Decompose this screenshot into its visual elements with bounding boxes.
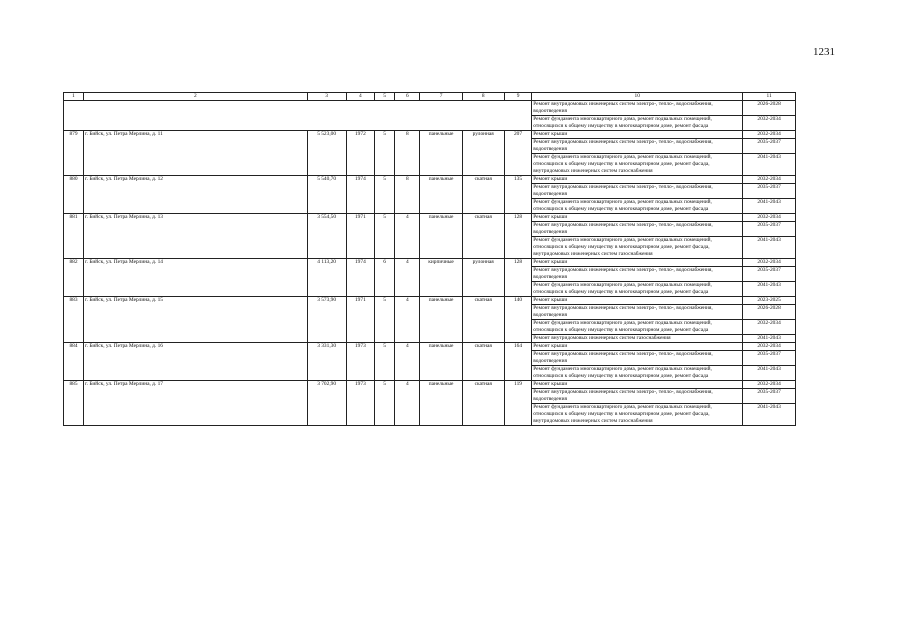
building-address: г. Бийск, ул. Петра Мерлина, д. 11 xyxy=(84,131,308,176)
work-period: 2026-2028 xyxy=(743,101,796,116)
work-period: 2032-2034 xyxy=(743,320,796,335)
wall-material: панельные xyxy=(420,214,462,259)
work-type: Ремонт крыши xyxy=(532,297,743,305)
wall-material: панельные xyxy=(420,131,462,176)
roof-type: скатная xyxy=(462,214,504,259)
building-address: г. Бийск, ул. Петра Мерлина, д. 16 xyxy=(84,343,308,381)
roof-type: скатная xyxy=(462,381,504,426)
column-number: 6 xyxy=(395,93,420,101)
floors-count: 5 xyxy=(375,297,395,343)
work-type: Ремонт внутридомовых инженерных систем электро-, тепло-, водоснабжения, водоотведения xyxy=(532,101,743,116)
table-body xyxy=(64,93,796,426)
work-type: Ремонт крыши xyxy=(532,214,743,222)
work-period: 2041-2043 xyxy=(743,335,796,343)
wall-material: кирпичные xyxy=(420,259,462,297)
roof-type: скатная xyxy=(462,176,504,214)
wall-material: панельные xyxy=(420,381,462,426)
residents-count: 135 xyxy=(504,176,531,214)
construction-year: 1971 xyxy=(346,214,374,259)
floors-count: 5 xyxy=(375,214,395,259)
building-area: 5 540,70 xyxy=(307,176,346,214)
work-type: Ремонт фундамента многоквартирного дома, ремонт подвальных помещений, относящихся к общему имуществу в многоквартирном доме, ремонт фасада xyxy=(532,282,743,297)
work-type: Ремонт фундамента многоквартирного дома, ремонт подвальных помещений, относящихся к общему имуществу в многоквартирном доме, ремонт фасада, внутридомовых инженерных систем газоснабжения xyxy=(532,237,743,259)
page-number: 1231 xyxy=(813,46,835,58)
work-type: Ремонт крыши xyxy=(532,131,743,139)
table-row xyxy=(64,381,796,389)
work-period: 2041-2043 xyxy=(743,366,796,381)
work-type: Ремонт внутридомовых инженерных систем электро-, тепло-, водоснабжения, водоотведения xyxy=(532,139,743,154)
work-type: Ремонт фундамента многоквартирного дома, ремонт подвальных помещений, относящихся к общему имуществу в многоквартирном доме, ремонт фасада xyxy=(532,320,743,335)
work-type: Ремонт внутридомовых инженерных систем электро-, тепло-, водоснабжения, водоотведения xyxy=(532,222,743,237)
work-type: Ремонт фундамента многоквартирного дома, ремонт подвальных помещений, относящихся к общему имуществу в многоквартирном доме, ремонт фасада xyxy=(532,116,743,131)
work-period: 2041-2043 xyxy=(743,154,796,176)
wall-material: панельные xyxy=(420,297,462,343)
building-address: г. Бийск, ул. Петра Мерлина, д. 14 xyxy=(84,259,308,297)
residents-count: 128 xyxy=(504,214,531,259)
work-period: 2023-2025 xyxy=(743,297,796,305)
building-area: 3 554,50 xyxy=(307,214,346,259)
construction-year: 1974 xyxy=(346,176,374,214)
entrances-count: 4 xyxy=(395,297,420,343)
continuation-row xyxy=(64,101,796,116)
residents-count: 207 xyxy=(504,131,531,176)
work-period: 2035-2037 xyxy=(743,351,796,366)
building-address: г. Бийск, ул. Петра Мерлина, д. 13 xyxy=(84,214,308,259)
work-type: Ремонт фундамента многоквартирного дома, ремонт подвальных помещений, относящихся к общему имуществу в многоквартирном доме, ремонт фасада, внутридомовых инженерных систем газоснабжения xyxy=(532,154,743,176)
work-type: Ремонт внутридомовых инженерных систем электро-, тепло-, водоснабжения, водоотведения xyxy=(532,389,743,404)
column-number: 5 xyxy=(375,93,395,101)
construction-year: 1973 xyxy=(346,381,374,426)
column-number: 11 xyxy=(743,93,796,101)
work-type: Ремонт фундамента многоквартирного дома, ремонт подвальных помещений, относящихся к общему имуществу в многоквартирном доме, ремонт фасада xyxy=(532,366,743,381)
column-number-row xyxy=(64,93,796,101)
building-address: г. Бийск, ул. Петра Мерлина, д. 15 xyxy=(84,297,308,343)
wall-material: панельные xyxy=(420,343,462,381)
floors-count: 5 xyxy=(375,381,395,426)
building-number: 885 xyxy=(64,381,84,426)
work-period: 2035-2037 xyxy=(743,267,796,282)
entrances-count: 8 xyxy=(395,131,420,176)
construction-year: 1972 xyxy=(346,131,374,176)
column-number: 2 xyxy=(84,93,308,101)
table-row xyxy=(64,214,796,222)
building-area: 3 702,90 xyxy=(307,381,346,426)
work-type: Ремонт фундамента многоквартирного дома, ремонт подвальных помещений, относящихся к общему имуществу в многоквартирном доме, ремонт фасада, внутридомовых инженерных систем газоснабжения xyxy=(532,404,743,426)
building-address: г. Бийск, ул. Петра Мерлина, д. 12 xyxy=(84,176,308,214)
building-address: г. Бийск, ул. Петра Мерлина, д. 17 xyxy=(84,381,308,426)
work-type: Ремонт фундамента многоквартирного дома, ремонт подвальных помещений, относящихся к общему имуществу в многоквартирном доме, ремонт фасада xyxy=(532,199,743,214)
roof-type: рулонная xyxy=(462,131,504,176)
capital-repair-table xyxy=(63,92,796,426)
building-number: 881 xyxy=(64,214,84,259)
building-number: 884 xyxy=(64,343,84,381)
work-period: 2041-2043 xyxy=(743,404,796,426)
roof-type: скатная xyxy=(462,297,504,343)
building-number: 880 xyxy=(64,176,84,214)
table-row xyxy=(64,176,796,184)
floors-count: 6 xyxy=(375,259,395,297)
work-period: 2035-2037 xyxy=(743,139,796,154)
column-number: 9 xyxy=(504,93,531,101)
entrances-count: 4 xyxy=(395,343,420,381)
work-period: 2041-2043 xyxy=(743,237,796,259)
work-period: 2032-2034 xyxy=(743,131,796,139)
work-type: Ремонт внутридомовых инженерных систем электро-, тепло-, водоснабжения, водоотведения xyxy=(532,184,743,199)
roof-type: рулонная xyxy=(462,259,504,297)
work-type: Ремонт внутридомовых инженерных систем электро-, тепло-, водоснабжения, водоотведения xyxy=(532,351,743,366)
floors-count: 5 xyxy=(375,176,395,214)
entrances-count: 4 xyxy=(395,259,420,297)
table-row xyxy=(64,259,796,267)
work-period: 2032-2034 xyxy=(743,381,796,389)
residents-count: 164 xyxy=(504,343,531,381)
work-type: Ремонт крыши xyxy=(532,176,743,184)
column-number: 8 xyxy=(462,93,504,101)
work-period: 2041-2043 xyxy=(743,199,796,214)
work-period: 2035-2037 xyxy=(743,222,796,237)
column-number: 7 xyxy=(420,93,462,101)
building-number: 879 xyxy=(64,131,84,176)
residents-count: 128 xyxy=(504,259,531,297)
work-period: 2026-2028 xyxy=(743,305,796,320)
work-period: 2032-2034 xyxy=(743,343,796,351)
construction-year: 1974 xyxy=(346,259,374,297)
work-period: 2035-2037 xyxy=(743,184,796,199)
construction-year: 1973 xyxy=(346,343,374,381)
building-area: 3 573,90 xyxy=(307,297,346,343)
work-type: Ремонт крыши xyxy=(532,259,743,267)
residents-count: 140 xyxy=(504,297,531,343)
building-area: 4 113,20 xyxy=(307,259,346,297)
work-type: Ремонт внутридомовых инженерных систем газоснабжения xyxy=(532,335,743,343)
table-row xyxy=(64,297,796,305)
work-type: Ремонт внутридомовых инженерных систем электро-, тепло-, водоснабжения, водоотведения xyxy=(532,267,743,282)
work-type: Ремонт крыши xyxy=(532,343,743,351)
building-number: 882 xyxy=(64,259,84,297)
column-number: 3 xyxy=(307,93,346,101)
work-period: 2035-2037 xyxy=(743,389,796,404)
work-period: 2041-2043 xyxy=(743,282,796,297)
construction-year: 1971 xyxy=(346,297,374,343)
work-period: 2032-2034 xyxy=(743,214,796,222)
work-period: 2032-2034 xyxy=(743,259,796,267)
floors-count: 5 xyxy=(375,343,395,381)
continuation-blank-cells xyxy=(64,101,532,131)
column-number: 1 xyxy=(64,93,84,101)
work-period: 2032-2034 xyxy=(743,176,796,184)
roof-type: скатная xyxy=(462,343,504,381)
building-area: 3 331,30 xyxy=(307,343,346,381)
residents-count: 119 xyxy=(504,381,531,426)
work-type: Ремонт крыши xyxy=(532,381,743,389)
entrances-count: 4 xyxy=(395,381,420,426)
floors-count: 5 xyxy=(375,131,395,176)
work-period: 2032-2034 xyxy=(743,116,796,131)
building-area: 5 523,00 xyxy=(307,131,346,176)
column-number: 4 xyxy=(346,93,374,101)
column-number: 10 xyxy=(532,93,743,101)
table-row xyxy=(64,131,796,139)
table-row xyxy=(64,343,796,351)
entrances-count: 8 xyxy=(395,176,420,214)
wall-material: панельные xyxy=(420,176,462,214)
building-number: 883 xyxy=(64,297,84,343)
entrances-count: 4 xyxy=(395,214,420,259)
work-type: Ремонт внутридомовых инженерных систем электро-, тепло-, водоснабжения, водоотведения xyxy=(532,305,743,320)
